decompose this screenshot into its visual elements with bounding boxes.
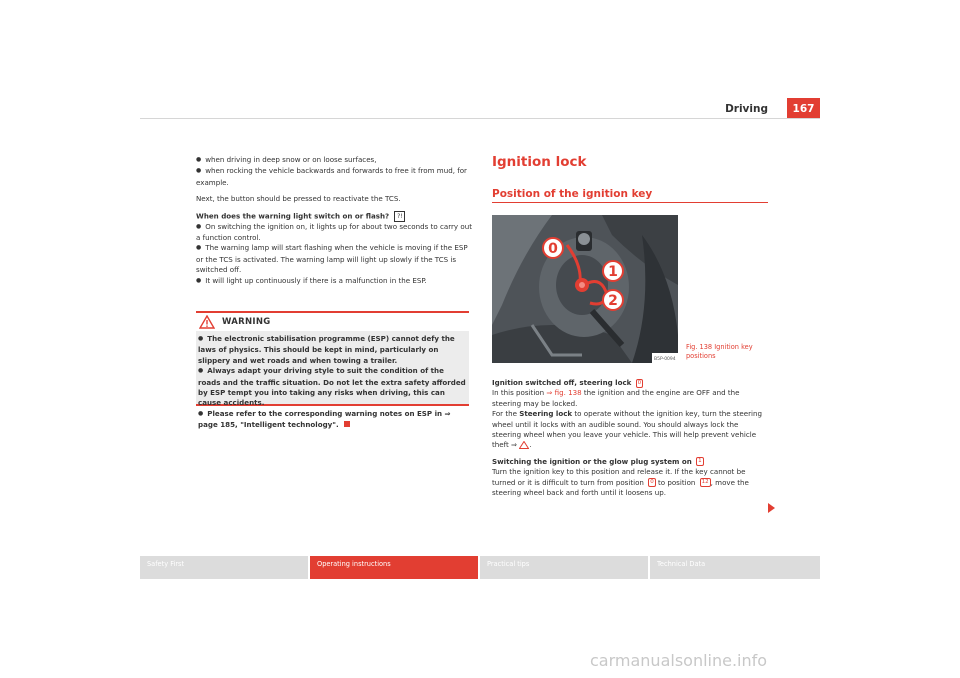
page-number: 167 [787,98,820,119]
paragraph [492,388,768,409]
list-item: ● when driving in deep snow or on loose surfaces, [196,155,472,166]
warning-item: ● Please refer to the corresponding warning notes on ESP in ⇒ page 185, "Intelligent technology". [198,409,450,429]
tab-technical-data[interactable] [650,556,820,579]
paragraph [492,409,768,451]
subsection-heading-text: Ignition switched off, steering lock [492,378,632,387]
list-item: ● The warning lamp will start flashing when the vehicle is moving if the ESP or the TCS is activated. The warning lamp will light up slowly if the TCS is switched off. [196,243,472,275]
list-item: ● On switching the ignition on, it lights up for about two seconds to carry out a function control. [196,222,472,244]
tab-label: Operating instructions [317,560,391,568]
position-label-0: 0 [548,241,558,257]
figure-caption-line2: positions [686,351,716,360]
figure-caption [686,343,753,361]
left-column [196,155,472,287]
paragraph [492,467,768,498]
end-marker-icon [344,421,350,427]
text-run: , move the steering wheel back and forth until it loosens up. [492,477,749,498]
chapter-title: Ignition lock [492,154,587,170]
warning-item: ● The electronic stabilisation programme (ESP) cannot defy the laws of physics. This should be kept in mind, particularly on slippery and wet roads and when towing a trailer. [198,334,468,366]
text-run: For the [492,409,520,419]
position-label-2: 2 [608,293,618,309]
figure-ignition-key [492,215,678,363]
text-run: Turn the ignition key to this position and release it. If the key cannot be turned or it is difficult to turn from position [492,467,746,487]
position-badge: 1 [698,458,702,465]
figure-reference-link[interactable]: ⇒ fig. 138 [546,388,582,398]
warning-item-last [198,409,468,431]
warning-light-symbol-icon: ?! [394,211,405,222]
figure-caption-line1: Fig. 138 Ignition key [686,343,753,351]
warning-title: WARNING [222,317,271,327]
text-run: to position [655,477,698,487]
question-text: When does the warning light switch on or flash? [196,211,390,221]
right-column-text [492,378,768,498]
warning-item: ● Always adapt your driving style to suit the condition of the roads and the traffic situation. Do not let the extra safety afforded by ESP tempt you into taking any risks when driving, this can cause accidents. [198,366,468,409]
tab-label: Practical tips [487,560,530,568]
warning-body [198,334,468,431]
position-label-1: 1 [608,264,618,280]
position-badge: 12 [701,479,709,486]
tab-operating-instructions[interactable] [310,556,478,579]
section-title: Driving [725,103,768,115]
figure-code: B5P-0094 [654,357,676,362]
list-item: ● when rocking the vehicle backwards and forwards to free it from mud, for example. [196,166,472,188]
paragraph: Next, the button should be pressed to reactivate the TCS. [196,194,401,204]
header-rule [140,118,820,119]
tab-label: Technical Data [657,560,706,568]
subtitle-rule [492,202,768,203]
next-page-arrow-icon[interactable] [768,503,775,513]
text-run: to operate without the ignition key, turn the steering wheel until it locks with an audible sound. You should always lock the steering wheel when you leave your vehicle. This will help prevent vehicle theft ⇒ [492,409,762,450]
tab-practical-tips[interactable] [480,556,648,579]
list-item: ● It will light up continuously if there is a malfunction in the ESP. [196,276,472,287]
figure-illustration [492,215,678,363]
tab-label: Safety First [147,560,185,568]
warning-triangle-icon [199,315,215,329]
subsection-heading [492,378,768,388]
subsection-heading [492,457,768,467]
question-heading [196,211,472,222]
warning-triangle-icon [519,440,532,450]
section-subtitle: Position of the ignition key [492,188,653,200]
text-run: the ignition and the engine are OFF and the steering may be locked. [492,388,740,408]
text-run: In this position [492,388,547,398]
watermark: carmanualsonline.info [590,651,768,670]
text-run: . [529,440,532,450]
position-badge: 0 [650,479,654,486]
subsection-heading-text: Switching the ignition or the glow plug system on [492,456,692,466]
position-badge: 0 [637,379,642,386]
bold-term: Steering lock [519,409,573,419]
tab-safety-first[interactable] [140,556,308,579]
